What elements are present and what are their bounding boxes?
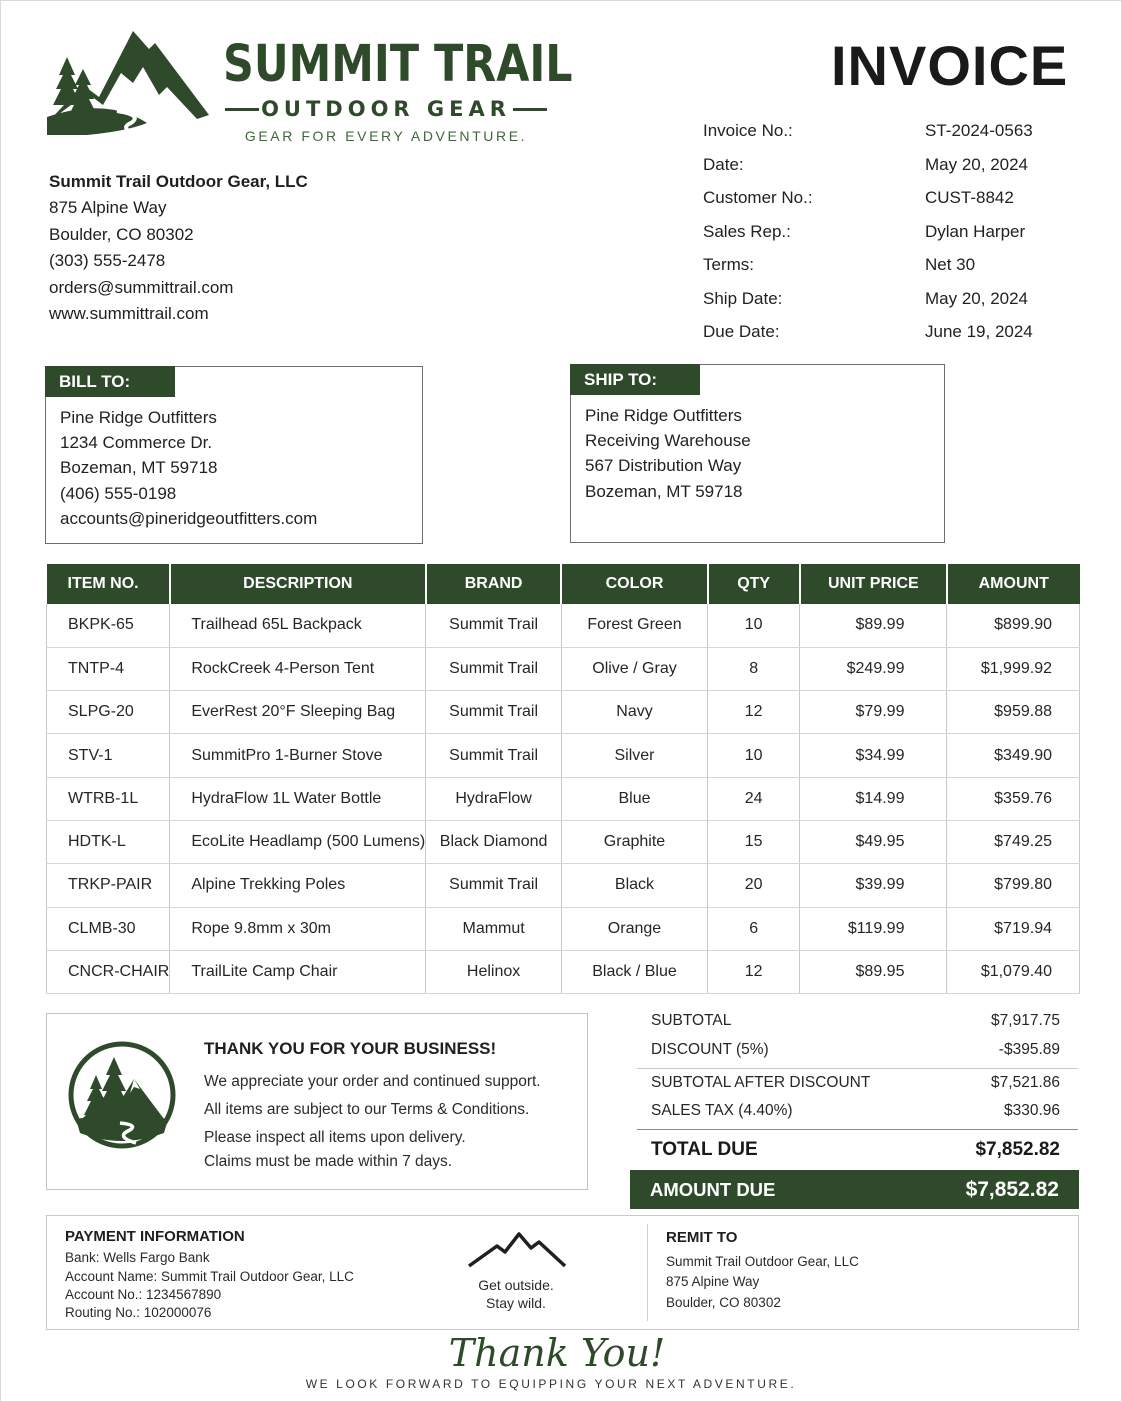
- item-number: TNTP-4: [47, 647, 170, 690]
- after-discount-row: [637, 1068, 1078, 1097]
- meta-label: Terms:: [703, 255, 754, 274]
- item-number: WTRB-1L: [47, 777, 170, 820]
- company-city: Boulder, CO 80302: [49, 224, 194, 244]
- item-amount: $959.88: [947, 691, 1080, 734]
- closing-message: WE LOOK FORWARD TO EQUIPPING YOUR NEXT ADVENTURE.: [305, 1377, 797, 1391]
- table-row: [47, 734, 1080, 777]
- meta-label: Sales Rep.:: [703, 221, 791, 241]
- item-brand: Summit Trail: [426, 647, 562, 690]
- table-row: [47, 950, 1080, 993]
- total-due-label: TOTAL DUE: [651, 1138, 758, 1160]
- item-quantity: 12: [708, 950, 800, 993]
- item-color: Navy: [561, 691, 707, 734]
- meta-row: [703, 121, 1083, 155]
- table-row: [47, 691, 1080, 734]
- payment-heading: PAYMENT INFORMATION: [65, 1228, 245, 1245]
- after-discount-label: SUBTOTAL AFTER DISCOUNT: [651, 1073, 871, 1091]
- remit-to: [666, 1228, 859, 1313]
- amount-due-label: AMOUNT DUE: [650, 1178, 776, 1200]
- item-amount: $899.90: [947, 604, 1080, 647]
- sales-tax-value: $330.96: [1003, 1101, 1060, 1119]
- thank-you-line: Please inspect all items upon delivery.: [204, 1129, 466, 1146]
- total-due-value: $7,852.82: [975, 1138, 1060, 1160]
- item-color: Blue: [561, 777, 707, 820]
- item-quantity: 10: [708, 734, 800, 777]
- forest-emblem-icon: [68, 1041, 176, 1149]
- item-description: SummitPro 1-Burner Stove: [170, 734, 426, 777]
- item-quantity: 15: [708, 820, 800, 863]
- meta-label: Ship Date:: [703, 288, 783, 308]
- payment-information: [65, 1228, 354, 1322]
- column-header: UNIT PRICE: [800, 564, 947, 604]
- item-color: Silver: [561, 734, 707, 777]
- item-color: Olive / Gray: [561, 647, 707, 690]
- after-discount-value: $7,521.86: [991, 1073, 1060, 1091]
- column-header: ITEM NO.: [47, 564, 170, 604]
- remit-street: 875 Alpine Way: [666, 1274, 760, 1289]
- item-unit-price: $119.99: [800, 907, 947, 950]
- divider: [647, 1224, 648, 1321]
- address-line: 1234 Commerce Dr.: [60, 433, 213, 453]
- routing-number: Routing No.: 102000076: [65, 1305, 212, 1321]
- column-header: COLOR: [561, 564, 707, 604]
- meta-row: [703, 222, 1083, 256]
- address-line: 567 Distribution Way: [585, 456, 742, 476]
- item-number: TRKP-PAIR: [47, 864, 170, 907]
- column-header: BRAND: [426, 564, 562, 604]
- amount-due-bar: [630, 1170, 1079, 1209]
- item-unit-price: $34.99: [800, 734, 947, 777]
- item-amount: $1,079.40: [947, 950, 1080, 993]
- item-amount: $349.90: [947, 734, 1080, 777]
- item-unit-price: $79.99: [800, 691, 947, 734]
- table-row: [47, 864, 1080, 907]
- thank-you-line: All items are subject to our Terms & Conditions.: [204, 1100, 530, 1118]
- invoice-title: INVOICE: [831, 34, 1069, 97]
- divider: [513, 108, 547, 111]
- meta-row: [703, 322, 1083, 356]
- item-description: RockCreek 4-Person Tent: [170, 647, 426, 690]
- meta-value: May 20, 2024: [925, 288, 1029, 308]
- bill-to-box: [45, 366, 423, 544]
- slogan-line: Get outside.: [478, 1277, 554, 1293]
- subtotal-label: SUBTOTAL: [651, 1012, 732, 1030]
- item-unit-price: $49.95: [800, 820, 947, 863]
- item-color: Graphite: [561, 820, 707, 863]
- item-brand: Summit Trail: [426, 734, 562, 777]
- meta-value: Net 30: [925, 255, 976, 274]
- table-row: [47, 820, 1080, 863]
- address-line: Receiving Warehouse: [585, 431, 751, 451]
- address-line: Pine Ridge Outfitters: [60, 408, 217, 427]
- item-unit-price: $249.99: [800, 647, 947, 690]
- item-brand: Summit Trail: [426, 691, 562, 734]
- remit-name: Summit Trail Outdoor Gear, LLC: [666, 1253, 859, 1269]
- remit-city: Boulder, CO 80302: [666, 1294, 781, 1310]
- meta-row: [703, 155, 1083, 189]
- address-line: Bozeman, MT 59718: [585, 481, 743, 501]
- brand-subtitle: OUTDOOR GEAR: [261, 97, 511, 121]
- meta-label: Date:: [703, 154, 744, 174]
- item-quantity: 12: [708, 691, 800, 734]
- column-header: QTY: [708, 564, 800, 604]
- item-color: Orange: [561, 907, 707, 950]
- sales-tax-row: [637, 1097, 1078, 1126]
- item-brand: Helinox: [426, 950, 562, 993]
- divider: [225, 108, 259, 111]
- item-number: BKPK-65: [47, 604, 170, 647]
- meta-value: ST-2024-0563: [925, 121, 1033, 140]
- subtotal-value: $7,917.75: [991, 1012, 1060, 1030]
- item-number: CNCR-CHAIR: [47, 950, 170, 993]
- thank-you-title: THANK YOU FOR YOUR BUSINESS!: [204, 1039, 497, 1058]
- thank-you-line: We appreciate your order and continued support.: [204, 1073, 541, 1090]
- item-amount: $749.25: [947, 820, 1080, 863]
- item-description: TrailLite Camp Chair: [170, 950, 426, 993]
- company-address: [49, 169, 308, 327]
- discount-label: DISCOUNT (5%): [651, 1040, 769, 1058]
- column-header: DESCRIPTION: [170, 564, 426, 604]
- table-row: [47, 647, 1080, 690]
- item-description: EverRest 20°F Sleeping Bag: [170, 691, 426, 734]
- address-line: accounts@pineridgeoutfitters.com: [60, 508, 318, 528]
- company-phone: (303) 555-2478: [49, 251, 166, 271]
- brand-subtitle-row: [225, 97, 547, 121]
- ship-to-heading: SHIP TO:: [570, 364, 700, 395]
- item-unit-price: $39.99: [800, 864, 947, 907]
- item-description: Alpine Trekking Poles: [170, 864, 426, 907]
- bank-name: Bank: Wells Fargo Bank: [65, 1250, 210, 1266]
- payment-footer: [46, 1215, 1079, 1330]
- slogan: [457, 1276, 575, 1312]
- item-number: STV-1: [47, 734, 170, 777]
- meta-label: Customer No.:: [703, 188, 813, 207]
- meta-value: June 19, 2024: [925, 322, 1033, 341]
- company-street: 875 Alpine Way: [49, 198, 167, 218]
- brand-tagline: GEAR FOR EVERY ADVENTURE.: [244, 128, 528, 144]
- item-number: CLMB-30: [47, 907, 170, 950]
- table-row: [47, 907, 1080, 950]
- meta-label: Due Date:: [703, 322, 780, 341]
- company-email[interactable]: orders@summittrail.com: [49, 277, 234, 297]
- thank-you-signature: Thank You!: [448, 1331, 666, 1375]
- address-line: Pine Ridge Outfitters: [585, 406, 742, 425]
- item-color: Black: [561, 864, 707, 907]
- invoice-meta: [703, 121, 1083, 356]
- total-due-row: [637, 1129, 1078, 1169]
- brand-name: SUMMIT TRAIL: [223, 35, 573, 94]
- item-brand: HydraFlow: [426, 777, 562, 820]
- item-brand: Summit Trail: [426, 604, 562, 647]
- meta-row: [703, 188, 1083, 222]
- address-line: Bozeman, MT 59718: [60, 458, 218, 478]
- meta-value: CUST-8842: [925, 188, 1014, 207]
- table-row: [47, 604, 1080, 647]
- item-amount: $1,999.92: [947, 647, 1080, 690]
- item-unit-price: $89.99: [800, 604, 947, 647]
- thank-you-line: Claims must be made within 7 days.: [204, 1153, 453, 1170]
- item-brand: Summit Trail: [426, 864, 562, 907]
- amount-due-value: $7,852.82: [965, 1177, 1059, 1201]
- thank-you-box: [46, 1013, 588, 1190]
- item-unit-price: $89.95: [800, 950, 947, 993]
- sales-tax-label: SALES TAX (4.40%): [651, 1101, 793, 1119]
- meta-value: Dylan Harper: [925, 221, 1026, 241]
- meta-row: [703, 255, 1083, 289]
- meta-label: Invoice No.:: [703, 121, 793, 140]
- item-number: HDTK-L: [47, 820, 170, 863]
- item-unit-price: $14.99: [800, 777, 947, 820]
- item-number: SLPG-20: [47, 691, 170, 734]
- company-name: Summit Trail Outdoor Gear, LLC: [49, 172, 308, 191]
- totals-section: [637, 1007, 1078, 1169]
- subtotal-row: [637, 1007, 1078, 1036]
- discount-value: -$395.89: [998, 1040, 1060, 1058]
- item-description: Trailhead 65L Backpack: [170, 604, 426, 647]
- item-quantity: 8: [708, 647, 800, 690]
- account-name: Account Name: Summit Trail Outdoor Gear, LLC: [65, 1268, 354, 1284]
- table-header-row: [47, 564, 1080, 604]
- item-description: HydraFlow 1L Water Bottle: [170, 777, 426, 820]
- item-brand: Mammut: [426, 907, 562, 950]
- item-amount: $719.94: [947, 907, 1080, 950]
- item-description: Rope 9.8mm x 30m: [170, 907, 426, 950]
- mountain-logo-icon: [47, 27, 209, 139]
- account-number: Account No.: 1234567890: [65, 1286, 222, 1302]
- item-brand: Black Diamond: [426, 820, 562, 863]
- bill-to-address: [60, 405, 317, 531]
- ship-to-address: [585, 403, 751, 504]
- column-header: AMOUNT: [947, 564, 1080, 604]
- item-amount: $359.76: [947, 777, 1080, 820]
- meta-value: May 20, 2024: [925, 154, 1029, 174]
- table-row: [47, 777, 1080, 820]
- item-quantity: 6: [708, 907, 800, 950]
- item-quantity: 24: [708, 777, 800, 820]
- mountain-outline-icon: [467, 1230, 567, 1274]
- item-quantity: 20: [708, 864, 800, 907]
- discount-row: [637, 1036, 1078, 1065]
- item-color: Black / Blue: [561, 950, 707, 993]
- bill-to-heading: BILL TO:: [45, 366, 175, 397]
- remit-heading: REMIT TO: [666, 1229, 738, 1246]
- company-website[interactable]: www.summittrail.com: [49, 304, 209, 324]
- table-body: [47, 604, 1080, 994]
- ship-to-box: [570, 364, 945, 543]
- item-color: Forest Green: [561, 604, 707, 647]
- slogan-line: Stay wild.: [486, 1295, 546, 1311]
- meta-row: [703, 289, 1083, 323]
- item-description: EcoLite Headlamp (500 Lumens): [170, 820, 426, 863]
- item-amount: $799.80: [947, 864, 1080, 907]
- line-items-table: [46, 564, 1080, 994]
- item-quantity: 10: [708, 604, 800, 647]
- address-line: (406) 555-0198: [60, 483, 177, 503]
- thank-you-text: [204, 1068, 541, 1174]
